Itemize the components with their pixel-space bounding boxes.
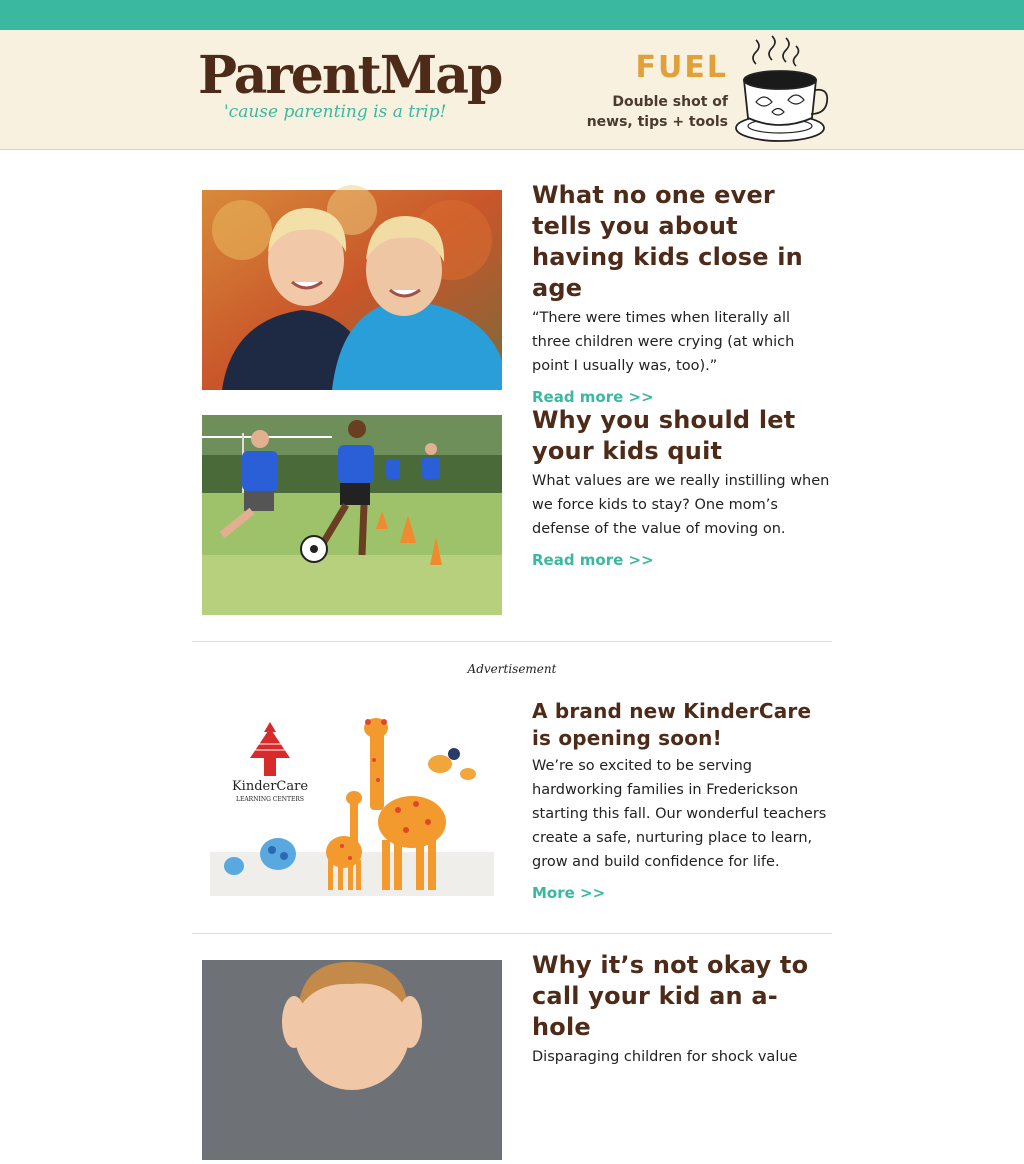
article-body: “There were times when literally all three children were crying (at which point I usually was, too).” [532,310,795,374]
parentmap-logo[interactable]: ParentMap [198,45,502,106]
section-divider [192,933,832,934]
two-boys-smiling-photo[interactable] [202,190,502,390]
article-text [532,950,832,1069]
article-title[interactable]: Why you should let your kids quit [532,406,796,465]
article-card [202,406,832,615]
advertisement-card [202,700,832,900]
fuel-subtitle [560,92,728,132]
article-body: Disparaging children for shock value [532,1049,798,1065]
article-text [532,405,832,569]
logo-tagline: 'cause parenting is a trip! [224,102,447,122]
section-divider [192,641,832,642]
article-text [532,180,832,406]
advertisement-title[interactable]: A brand new KinderCare is opening soon! [532,699,812,750]
kids-soccer-photo[interactable] [202,415,502,615]
fuel-title: FUEL [635,50,728,85]
top-accent-bar [0,0,1024,30]
fuel-subtitle-line1: Double shot of [612,94,728,110]
fuel-subtitle-line2: news, tips + tools [586,114,728,130]
kindercare-brand-subtext: LEARNING CENTERS [235,796,305,803]
email-header [0,30,1024,150]
more-link[interactable]: More >> [532,884,606,902]
article-card [202,181,832,406]
advertisement-label: Advertisement [467,662,557,676]
boy-photo[interactable] [202,960,502,1160]
article-card [202,951,832,1065]
advertisement-body: We’re so excited to be serving hardworking families in Frederickson starting this fall. Our wonderful teachers create a safe, nurturing place to learn, grow and build confidence for life. [532,758,827,870]
article-body: What values are we really instilling when we force kids to stay? One mom’s defense of the value of moving on. [532,473,830,537]
coffee-cup-icon [734,36,830,144]
kindercare-brand-text: KinderCare [231,779,309,794]
read-more-link[interactable]: Read more >> [532,551,654,569]
kindercare-ad-image[interactable] [202,700,502,900]
read-more-link[interactable]: Read more >> [532,388,654,406]
advertisement-text [532,698,832,902]
article-title[interactable]: Why it’s not okay to call your kid an a-hole [532,951,809,1041]
article-title[interactable]: What no one ever tells you about having kids close in age [532,181,803,302]
